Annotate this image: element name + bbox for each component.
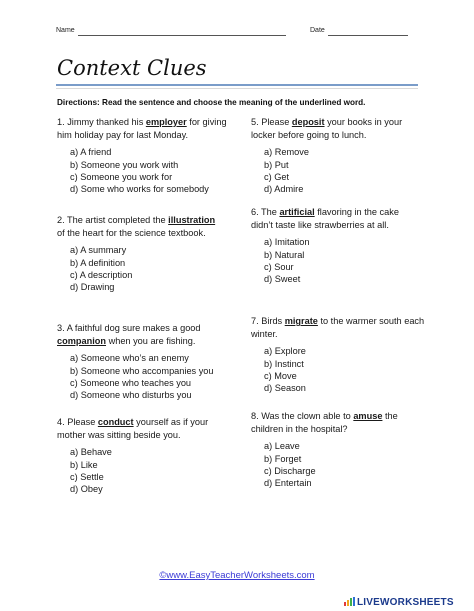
directions: Directions: Read the sentence and choose the meaning of the underlined word. [57,98,366,107]
option-b[interactable]: b) Someone who accompanies you [70,365,214,376]
option-c[interactable]: c) Sour [264,262,294,272]
underlined-word: conduct [97,417,134,427]
option-a[interactable]: a) Remove [264,147,309,158]
option-d[interactable]: d) Someone who disturbs you [70,390,192,401]
page-title: Context Clues [57,56,207,80]
question-2-text: 2. The artist completed the illustration of the heart for the science textbook. [57,215,216,238]
option-b[interactable]: b) Natural [264,249,305,260]
option-d[interactable]: d) Admire [264,184,304,195]
question-6 [251,206,423,286]
option-a[interactable]: a) Behave [70,447,112,458]
question-3-text: 3. A faithful dog sure makes a good companion when you are fishing. [57,323,201,346]
underlined-word: artificial [279,207,315,217]
option-c[interactable]: c) Settle [70,472,104,482]
option-b[interactable]: b) Instinct [264,358,304,369]
option-d[interactable]: d) Season [264,383,306,394]
option-b[interactable]: b) A definition [70,257,126,268]
option-c[interactable]: c) Discharge [264,466,316,476]
option-a[interactable]: a) Explore [264,346,306,357]
option-d[interactable]: d) Some who works for somebody [70,184,209,195]
date-field[interactable] [328,35,408,36]
option-a[interactable]: a) Someone who’s an enemy [70,353,189,364]
name-field[interactable] [78,35,286,36]
question-4 [57,416,232,496]
option-c[interactable]: c) Someone you work for [70,172,173,182]
underlined-word: companion [57,335,107,346]
underlined-word: deposit [291,117,325,127]
question-7-text: 7. Birds migrate to the warmer south each winter. [251,316,425,339]
question-8-text: 8. Was the clown able to amuse the children in the hospital? [251,411,398,434]
date-label: Date [310,27,325,34]
option-d[interactable]: d) Sweet [264,274,301,285]
option-b[interactable]: b) Put [264,159,289,170]
option-d[interactable]: d) Drawing [70,282,115,293]
option-a[interactable]: a) A summary [70,245,127,256]
option-a[interactable]: a) A friend [70,147,112,158]
question-7 [251,315,426,395]
question-4-text: 4. Please conduct yourself as if your mother was sitting beside you. [57,417,209,440]
question-1 [57,116,239,196]
underlined-word: migrate [284,316,318,326]
title-rule-top [56,84,418,86]
option-d[interactable]: d) Entertain [264,478,312,489]
option-b[interactable]: b) Forget [264,453,302,464]
question-5-text: 5. Please deposit your books in your locker before going to lunch. [251,117,403,140]
question-6-text: 6. The artificial flavoring in the cake didn’t taste like strawberries at all. [251,207,399,230]
option-c[interactable]: c) Get [264,172,290,182]
option-a[interactable]: a) Leave [264,441,300,452]
name-label: Name [56,27,75,34]
option-c[interactable]: c) Move [264,371,297,381]
option-b[interactable]: b) Like [70,459,98,470]
option-c[interactable]: c) A description [70,270,133,280]
liveworksheets-brand: LIVEWORKSHEETS [357,597,454,608]
footer-link[interactable]: ©www.EasyTeacherWorksheets.com [159,570,315,581]
option-d[interactable]: d) Obey [70,484,103,495]
option-b[interactable]: b) Someone you work with [70,159,179,170]
underlined-word: illustration [168,215,216,225]
option-c[interactable]: c) Someone who teaches you [70,378,192,388]
underlined-word: amuse [353,411,383,421]
question-3 [57,322,237,402]
liveworksheets-icon [344,597,355,606]
underlined-word: employer [145,117,187,127]
question-8 [251,410,426,490]
option-a[interactable]: a) Imitation [264,237,310,248]
liveworksheets-logo[interactable] [344,592,454,610]
question-5 [251,116,423,196]
question-2 [57,214,217,294]
title-rule-bottom [56,88,418,89]
question-1-text: 1. Jimmy thanked his employer for giving him holiday pay for last Monday. [57,117,227,140]
